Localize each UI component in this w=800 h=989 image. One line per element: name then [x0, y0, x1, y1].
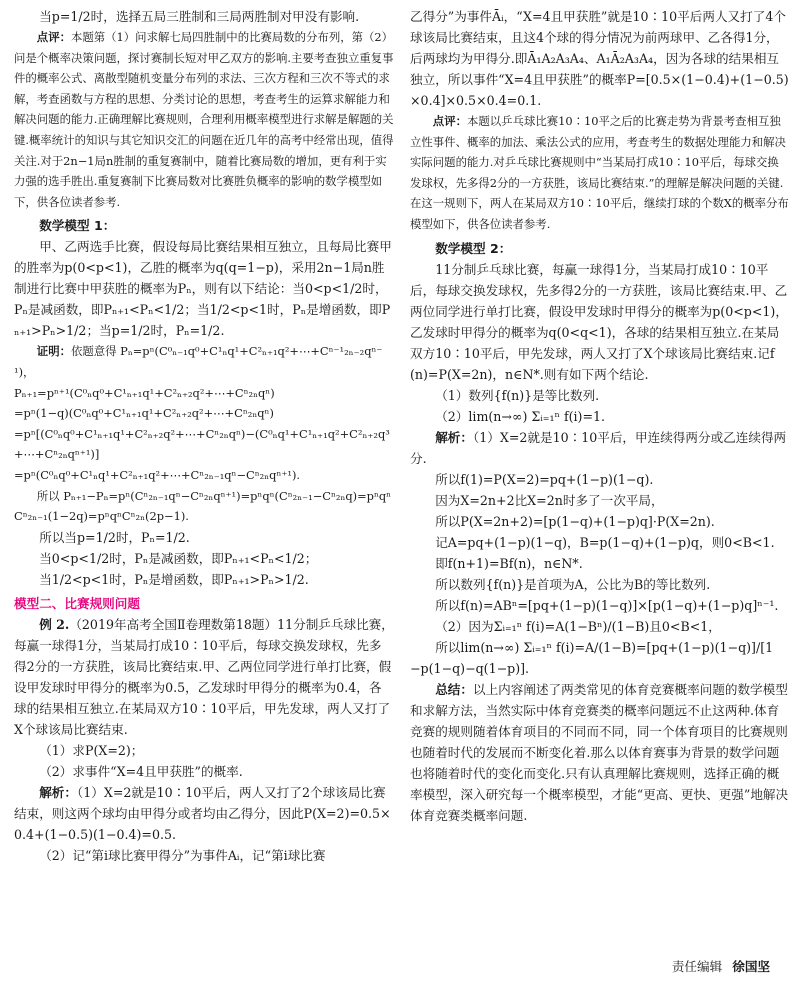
- paragraph-text: （2）因为Σᵢ₌₁ⁿ f(i)=A(1−Bⁿ)/(1−B)且0<B<1，: [435, 618, 721, 634]
- paragraph: [14, 614, 394, 740]
- paragraph-text: （1）X=2就是10∶10平后，甲连续得两分或乙连续得两分.: [410, 429, 787, 466]
- paragraph: [410, 616, 790, 637]
- paragraph: [410, 111, 790, 235]
- paragraph-text: （1）求P(X=2)；: [39, 742, 144, 758]
- paragraph-text: 当p=1/2时，选择五局三胜制和三局两胜制对甲没有影响.: [39, 9, 360, 24]
- paragraph-text: 所以数列{f(n)}是首项为A，公比为B的等比数列.: [435, 576, 711, 592]
- paragraph: [14, 27, 394, 212]
- paragraph-text: （1）X=2就是10∶10平后，两人又打了2个球该局比赛结束，则这两个球均由甲得分或者均由乙得分，因此P(X=2)=0.5×0.4+(1−0.5)(1−0.4)=0.5.: [14, 784, 391, 842]
- paragraph: [14, 782, 394, 845]
- paragraph: [410, 259, 790, 385]
- paragraph-text: =pⁿ(C⁰ₙq⁰+C¹ₙq¹+C²ₙ₊₁q²+⋯+Cⁿ₂ₙ₋₁qⁿ−Cⁿ₂ₙqⁿ⁺¹).: [14, 467, 301, 482]
- paragraph: [14, 486, 394, 527]
- paragraph: [14, 761, 394, 782]
- paragraph-label: 例 2.: [39, 616, 70, 632]
- paragraph-text: （2）求事件“X=4且甲获胜”的概率.: [39, 763, 243, 779]
- paragraph-text: 所以f(1)=P(X=2)=pq+(1−p)(1−q).: [435, 471, 654, 487]
- paragraph-text: 所以P(X=2n+2)=[p(1−q)+(1−p)q]·P(X=2n).: [435, 513, 715, 529]
- paragraph: [14, 465, 394, 486]
- paragraph: [14, 548, 394, 569]
- paragraph-text: 以上内容阐述了两类常见的体育竞赛概率问题的数学模型和求解方法，当然实际中体育竞赛类的概率问题远不止这两种.体育竞赛的规则随着体育项目的不同而不同，同一个体育项目的比赛规则也随着时代的发展而不断变化着.那么以体育赛事为背景的数学问题也将随着时代的变化而变化.只有认真理解比赛规则，选择正确的概率模型，深入研究每一个概率模型，才能“更高、更快、更强”地解决体育竞赛类概率问题.: [410, 681, 789, 823]
- paragraph-text: 所以f(n)=ABⁿ=[pq+(1−p)(1−q)]×[p(1−q)+(1−p)q]ⁿ⁻¹.: [435, 597, 779, 613]
- paragraph-text: 11分制乒乓球比赛，每赢一球得1分，当某局打成10∶10平后，每球交换发球权，先多得2分的一方获胜，该局比赛结束.甲、乙两位同学进行单打比赛，假设甲发球时甲得分的概率为p(0<p<1)，乙发球时甲得分的概率为q(0<q<1)，各球的结果相互独立.在某局双方10∶10平后，甲先发球，两人又打了X个球该局比赛结束.记f(n)=P(X=2n)，n∈N*.则有如下两个结论.: [410, 261, 788, 382]
- paragraph-text: 即f(n+1)=Bf(n)，n∈N*.: [435, 555, 583, 571]
- paragraph: [14, 403, 394, 424]
- paragraph: [410, 637, 790, 679]
- paragraph-text: （2）lim(n→∞) Σᵢ₌₁ⁿ f(i)=1.: [435, 408, 606, 424]
- paragraph-text: =pⁿ(1−q)(C⁰ₙq⁰+C¹ₙ₊₁q¹+C²ₙ₊₂q²+⋯+Cⁿ₂ₙqⁿ): [14, 406, 274, 421]
- paragraph: [410, 469, 790, 490]
- editor-name: 徐国坚: [732, 959, 770, 974]
- paragraph-text: 当1/2<p<1时，Pₙ是增函数，即Pₙ₊₁>Pₙ>1/2.: [39, 571, 309, 587]
- paragraph: [410, 679, 790, 826]
- paragraph-text: 数学模型 2：: [435, 240, 512, 256]
- paragraph: [14, 383, 394, 404]
- editor-credit: [672, 956, 770, 975]
- paragraph: [410, 6, 790, 111]
- paragraph-text: 模型二、比赛规则问题: [14, 595, 140, 611]
- paragraph-label: 点评：: [36, 30, 71, 44]
- paragraph: [410, 532, 790, 553]
- paragraph: [14, 424, 394, 465]
- paragraph-label: 总结：: [435, 681, 473, 697]
- paragraph-text: 所以lim(n→∞) Σᵢ₌₁ⁿ f(i)=A/(1−B)=[pq+(1−p)(1−q)]/[1−p(1−q)−q(1−p)].: [410, 639, 774, 676]
- paragraph: [14, 569, 394, 590]
- paragraph-text: 乙得分”为事件Āᵢ，“X=4且甲获胜”就是10∶10平后两人又打了4个球该局比赛结束，且这4个球的得分情况为前两球甲、乙各得1分，后两球均为甲得分.即Ā₁A₂A₃A₄、A₁Ā₂A₃A₄，因为各球的结果相互独立，所以事件“X=4且甲获胜”的概率P=[0.5×(1−0.4)+(1−0.5)×0.4]×0.5×0.4=0.1.: [410, 9, 789, 108]
- paragraph-text: 记A=pq+(1−p)(1−q)，B=p(1−q)+(1−p)q，则0<B<1.: [435, 534, 775, 550]
- paragraph-text: 当0<p<1/2时，Pₙ是减函数，即Pₙ₊₁<Pₙ<1/2；: [39, 550, 318, 566]
- paragraph-text: （2019年高考全国Ⅱ卷理数第18题）11分制乒乓球比赛，每赢一球得1分，当某局打成10∶10平后，每球交换发球权，先多得2分的一方获胜，该局比赛结束.甲、乙两位同学进行单打比赛，假设甲发球时甲得分的概率为0.5，乙发球时甲得分的概率为0.4，各球的结果相互独立.在某局双方10∶10平后，甲先发球，两人又打了X个球该局比赛结束.: [14, 616, 394, 737]
- section-heading: [14, 593, 394, 614]
- paragraph: [410, 490, 790, 511]
- paragraph-text: 依题意得 Pₙ=pⁿ(C⁰ₙ₋₁q⁰+C¹ₙq¹+C²ₙ₊₁q²+⋯+Cⁿ⁻¹₂ₙ₋₂qⁿ⁻¹)，: [14, 344, 383, 379]
- paragraph-text: 所以当p=1/2时，Pₙ=1/2.: [39, 529, 190, 545]
- paragraph-text: 所以 Pₙ₊₁−Pₙ=pⁿ(Cⁿ₂ₙ₋₁qⁿ−Cⁿ₂ₙqⁿ⁺¹)=pⁿqⁿ(Cⁿ₂ₙ₋₁−Cⁿ₂ₙq)=pⁿqⁿCⁿ₂ₙ₋₁(1−2q)=pⁿqⁿCⁿ₂ₙ(2p−1).: [14, 488, 392, 524]
- paragraph-text: 甲、乙两选手比赛，假设每局比赛结果相互独立，且每局比赛甲的胜率为p(0<p<1)，乙胜的概率为q(q=1−p)，采用2n−1局n胜制进行比赛中甲获胜的概率为Pₙ，则有以下结论：当0<p<1/2时，Pₙ是减函数，即Pₙ₊₁<Pₙ<1/2；当1/2<p<1时，Pₙ是增函数，即Pₙ₊₁>Pₙ>1/2；当p=1/2时，Pₙ=1/2.: [14, 239, 392, 339]
- section-heading: [14, 215, 394, 236]
- paragraph: [410, 406, 790, 427]
- paragraph: [410, 595, 790, 616]
- right-column: [410, 6, 790, 826]
- section-heading: [410, 238, 790, 259]
- paragraph: [14, 6, 394, 27]
- paragraph: [410, 553, 790, 574]
- paragraph: [14, 740, 394, 761]
- paragraph-label: 证明：: [36, 344, 71, 359]
- paragraph: [14, 527, 394, 548]
- paragraph-text: （1）数列{f(n)}是等比数列.: [435, 387, 600, 403]
- paragraph: [14, 341, 394, 382]
- paragraph-label: 解析：: [435, 429, 473, 445]
- paragraph-text: Pₙ₊₁=pⁿ⁺¹(C⁰ₙq⁰+C¹ₙ₊₁q¹+C²ₙ₊₂q²+⋯+Cⁿ₂ₙqⁿ): [14, 385, 275, 400]
- paragraph-label: 解析：: [39, 784, 77, 800]
- paragraph: [410, 574, 790, 595]
- paragraph-text: 数学模型 1：: [39, 218, 116, 234]
- paragraph-text: 本题以乒乓球比赛10∶10平之后的比赛走势为背景考查相互独立性事件、概率的加法、乘法公式的应用，考查考生的数据处理能力和解决实际问题的能力.对乒乓球比赛规则中“当某局打成10∶10平后，每球交换发球权，先多得2分的一方获胜，该局比赛结束.”的理解是解决问题的关键.在这一规则下，两人在某局双方10∶10平后，继续打球的个数X的概率分布模型如下，供各位读者参考.: [410, 114, 789, 231]
- paragraph-label: 点评：: [432, 114, 467, 128]
- left-column: [14, 6, 394, 866]
- paragraph-text: （2）记“第i球比赛甲得分”为事件Aᵢ，记“第i球比赛: [39, 847, 326, 863]
- paragraph: [410, 427, 790, 469]
- paragraph-text: 本题第（1）问求解七局四胜制中的比赛局数的分布列，第（2）问是个概率决策问题，探讨赛制长短对甲乙双方的影响.主要考查独立重复事件的概率公式、离散型随机变量分布列的求法、三次方程和三次不等式的求解，考查函数与方程的思想、分类讨论的思想，考查考生的运算求解能力和解决问题的能力.正确理解比赛规则，合理利用概率模型进行求解是解题的关键.概率统计的知识与其它知识交汇的问题在近几年的高考中经常出现，值得关注.对于2n−1局n胜制的重复赛制中，随着比赛局数的增加，更有利于实力强的选手胜出.重复赛制下比赛局数对比赛胜负概率的影响的数学模型如下，供各位读者参考.: [14, 30, 394, 209]
- paragraph: [410, 385, 790, 406]
- editor-label: 责任编辑: [671, 959, 723, 974]
- paragraph-text: 因为X=2n+2比X=2n时多了一次平局，: [435, 492, 664, 508]
- paragraph: [14, 845, 394, 866]
- paragraph-text: =pⁿ[(C⁰ₙq⁰+C¹ₙ₊₁q¹+C²ₙ₊₂q²+⋯+Cⁿ₂ₙqⁿ)−(C⁰ₙq¹+C¹ₙ₊₁q²+C²ₙ₊₂q³+⋯+Cⁿ₂ₙqⁿ⁺¹)]: [14, 426, 390, 462]
- paragraph: [14, 236, 394, 341]
- paragraph: [410, 511, 790, 532]
